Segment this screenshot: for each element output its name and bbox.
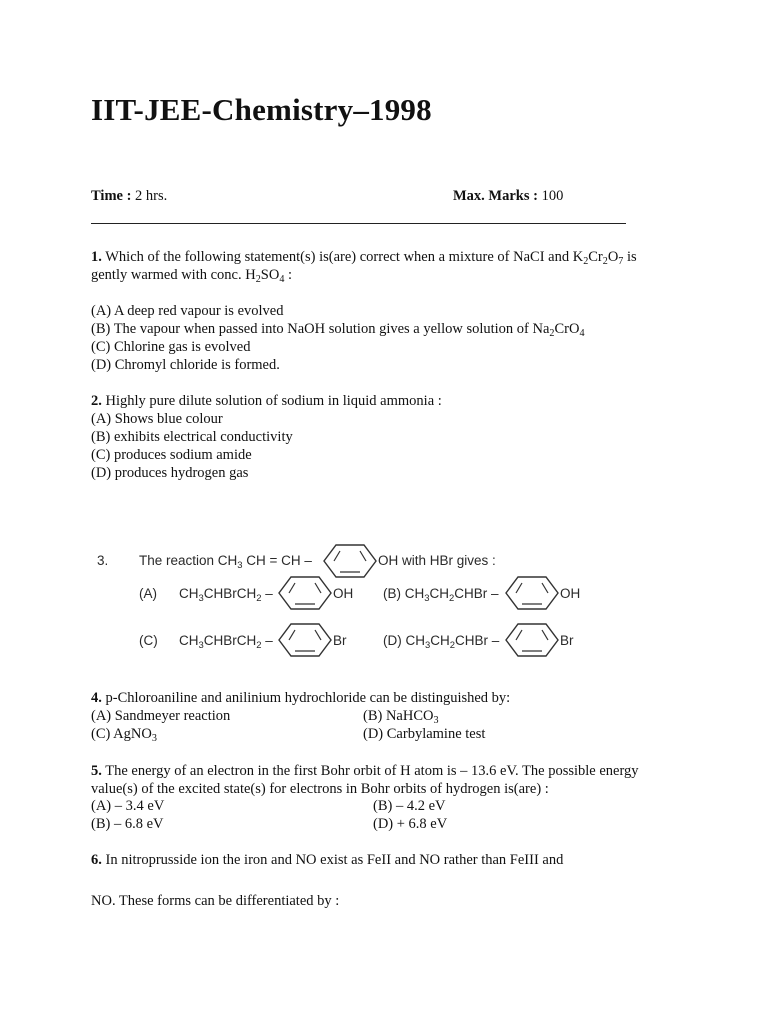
q5-option-4: (D) + 6.8 eV: [373, 816, 448, 832]
q2-stem: 2. Highly pure dilute solution of sodium in liquid ammonia :: [91, 393, 442, 409]
q4-stem: 4. p-Chloroaniline and anilinium hydrochloride can be distinguished by:: [91, 690, 511, 706]
q3-option-a-formula: $CH_3CHBrCH_2$ –: [179, 586, 273, 604]
q2-option-d: (D) produces hydrogen gas: [91, 465, 249, 481]
q3-option-a-end: OH: [333, 586, 354, 601]
q5-option-3: (B) – 6.8 eV: [91, 816, 164, 832]
marks-label: Max. Marks :: [453, 188, 538, 204]
q3-option-d-end: Br: [560, 633, 574, 648]
q4-option-d: (D) Carbylamine test: [363, 726, 486, 742]
q3-option-c-formula: $CH_3CHBrCH_2$ –: [179, 633, 273, 651]
q5-option-2: (B) – 4.2 eV: [373, 798, 446, 814]
q2-option-b: (B) exhibits electrical conductivity: [91, 429, 293, 445]
q1-stem-line-1: 1. Which of the following statement(s) is(are) correct when a mixture of NaCI and $K_2Cr_2O_7$ is: [91, 249, 637, 267]
time-label: Time :: [91, 188, 132, 204]
q3-option-c-end: Br: [333, 633, 347, 648]
q5-stem-line-2: value(s) of the excited state(s) for electrons in Bohr orbits of hydrogen is(are) :: [91, 781, 549, 797]
page-title: IIT-JEE-Chemistry–1998: [91, 92, 432, 127]
q1-stem-line-2: gently warmed with conc. $H_2SO_4$ :: [91, 267, 293, 285]
q3-option-b-formula: (B) $CH_3CH_2CHBr$ –: [383, 586, 499, 604]
q4-option-c: (C) AgNO$_3$: [91, 726, 157, 744]
q5-stem-line-1: 5. The energy of an electron in the first Bohr orbit of H atom is – 13.6 eV. The possible energy: [91, 763, 639, 779]
q4-option-a: (A) Sandmeyer reaction: [91, 708, 231, 724]
q3-option-d-formula: (D) $CH_3CH_2CHBr$ –: [383, 633, 500, 651]
q3-option-c-label: (C): [139, 633, 158, 648]
header-divider: [91, 223, 626, 224]
marks-field: [453, 188, 563, 205]
q1-option-b: (B) The vapour when passed into NaOH solution gives a yellow solution of $Na_2CrO_4$: [91, 321, 585, 339]
marks-value: 100: [541, 188, 564, 204]
q6-stem-line-1: 6. In nitroprusside ion the iron and NO exist as FeII and NO rather than FeIII and: [91, 852, 564, 868]
q5-option-1: (A) – 3.4 eV: [91, 798, 165, 814]
q3-option-a-label: (A): [139, 586, 157, 601]
q2-option-a: (A) Shows blue colour: [91, 411, 223, 427]
benzene-ring-icon: [505, 575, 559, 611]
q4-option-b: (B) NaHCO$_3$: [363, 708, 439, 726]
q3-number: 3.: [97, 553, 109, 568]
benzene-ring-icon: [323, 543, 377, 579]
q2-option-c: (C) produces sodium amide: [91, 447, 252, 463]
time-field: [91, 188, 167, 205]
q1-option-a: (A) A deep red vapour is evolved: [91, 303, 284, 319]
benzene-ring-icon: [278, 622, 332, 658]
benzene-ring-icon: [278, 575, 332, 611]
q3-stem: The reaction $CH_3$ CH = CH –: [139, 553, 312, 571]
q1-option-d: (D) Chromyl chloride is formed.: [91, 357, 280, 373]
q6-stem-line-2: NO. These forms can be differentiated by :: [91, 893, 340, 909]
q1-option-c: (C) Chlorine gas is evolved: [91, 339, 251, 355]
time-value: 2 hrs.: [135, 188, 168, 204]
q3-option-b-end: OH: [560, 586, 581, 601]
benzene-ring-icon: [505, 622, 559, 658]
q3-stem-end: OH with HBr gives :: [378, 553, 496, 568]
